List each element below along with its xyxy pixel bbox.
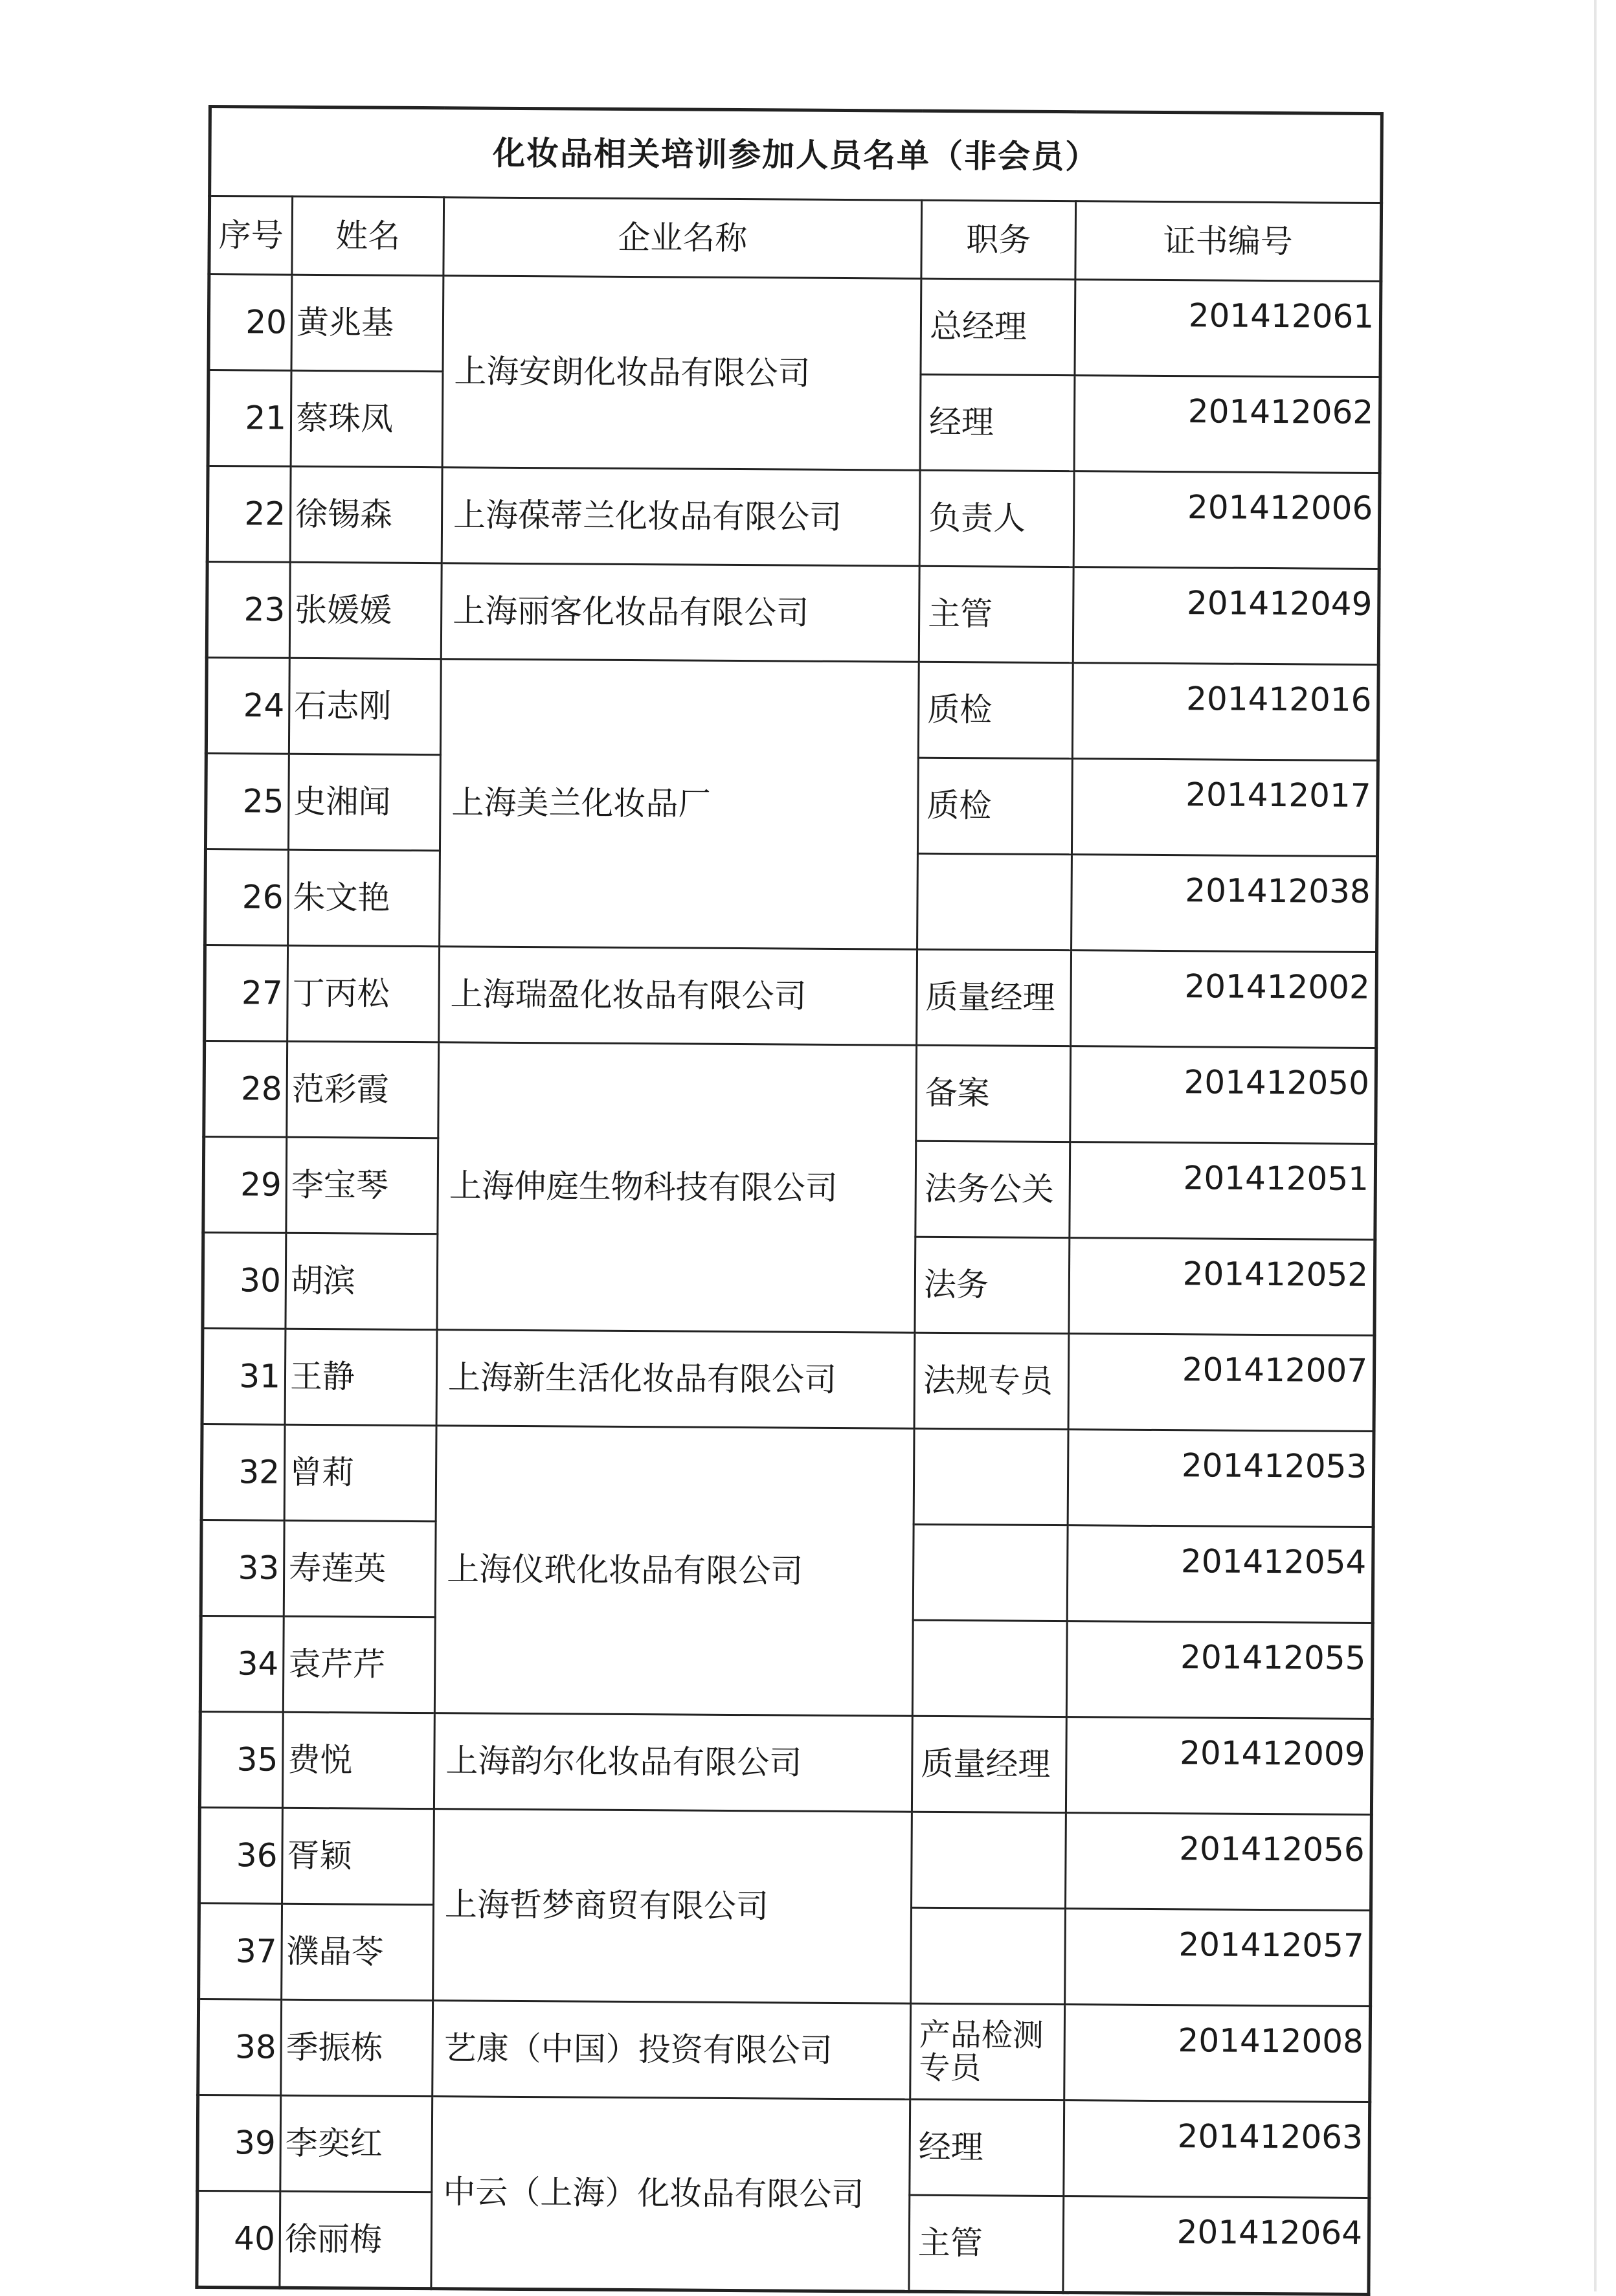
row-cert: 201412064 xyxy=(1063,2196,1369,2295)
table-row xyxy=(199,1711,1372,1814)
row-title: 质检 xyxy=(918,662,1073,758)
row-cert: 201412009 xyxy=(1066,1717,1372,1815)
row-cert: 201412057 xyxy=(1065,1909,1371,2007)
table-row xyxy=(207,562,1379,665)
table-row xyxy=(197,2095,1370,2198)
row-title: 主管 xyxy=(919,566,1073,662)
row-seq: 31 xyxy=(202,1328,286,1424)
table-row xyxy=(198,1999,1371,2102)
row-seq: 37 xyxy=(199,1903,282,1999)
row-seq: 38 xyxy=(198,1999,282,2095)
table-row xyxy=(199,1807,1372,1910)
row-title xyxy=(917,853,1072,950)
row-title: 质量经理 xyxy=(917,949,1072,1046)
row-seq: 25 xyxy=(205,753,289,850)
row-cert: 201412051 xyxy=(1070,1142,1376,1240)
row-company: 上海安朗化妆品有限公司 xyxy=(442,276,921,471)
row-title: 主管 xyxy=(909,2195,1064,2292)
row-seq: 24 xyxy=(206,657,289,754)
row-title: 总经理 xyxy=(921,278,1075,375)
row-cert: 201412006 xyxy=(1073,471,1380,569)
table-body xyxy=(197,275,1381,2295)
row-company: 上海韵尔化妆品有限公司 xyxy=(434,1713,912,1812)
row-name: 胡滨 xyxy=(286,1233,438,1329)
row-company: 艺康（中国）投资有限公司 xyxy=(432,2001,911,2100)
row-name: 张媛媛 xyxy=(289,562,442,658)
row-company: 上海丽客化妆品有限公司 xyxy=(441,563,919,662)
row-company: 上海新生活化妆品有限公司 xyxy=(436,1330,915,1429)
header-row xyxy=(209,196,1382,282)
row-seq: 22 xyxy=(207,466,291,563)
row-cert: 201412007 xyxy=(1068,1334,1375,1432)
row-cert: 201412063 xyxy=(1064,2100,1370,2198)
row-cert: 201412002 xyxy=(1071,951,1377,1048)
row-title: 法务 xyxy=(915,1237,1070,1333)
row-company: 上海瑞盈化妆品有限公司 xyxy=(439,947,917,1046)
row-company: 上海仪玳化妆品有限公司 xyxy=(434,1426,914,1716)
row-seq: 21 xyxy=(208,370,291,467)
row-seq: 35 xyxy=(199,1711,283,1808)
table-row xyxy=(208,275,1381,377)
row-name: 徐丽梅 xyxy=(280,2191,432,2288)
header-seq: 序号 xyxy=(209,196,293,275)
row-cert: 201412055 xyxy=(1066,1621,1373,1719)
row-title: 备案 xyxy=(916,1045,1071,1142)
table-row xyxy=(204,1041,1376,1143)
row-company: 上海美兰化妆品厂 xyxy=(440,659,919,949)
header-name: 姓名 xyxy=(292,196,444,275)
row-name: 黄兆基 xyxy=(291,275,443,371)
header-cert: 证书编号 xyxy=(1075,201,1382,282)
document-title: 化妆品相关培训参加人员名单（非会员） xyxy=(210,107,1382,203)
row-title: 产品检测专员 xyxy=(910,2003,1065,2100)
row-title: 经理 xyxy=(910,2099,1064,2196)
header-title: 职务 xyxy=(921,200,1076,279)
row-seq: 32 xyxy=(201,1424,285,1520)
row-title: 法规专员 xyxy=(914,1333,1069,1429)
row-seq: 28 xyxy=(204,1041,287,1137)
row-cert: 201412062 xyxy=(1074,376,1380,473)
row-cert: 201412054 xyxy=(1067,1525,1373,1623)
row-seq: 27 xyxy=(205,945,288,1041)
row-title: 负责人 xyxy=(919,470,1074,567)
row-cert: 201412008 xyxy=(1064,2005,1371,2102)
row-company: 中云（上海）化妆品有限公司 xyxy=(431,2097,910,2292)
table-row xyxy=(205,945,1377,1048)
row-name: 季振栋 xyxy=(281,1999,433,2096)
row-name: 袁芹芹 xyxy=(283,1616,435,1713)
table-row xyxy=(206,657,1378,760)
row-name: 史湘闻 xyxy=(288,754,440,850)
row-name: 李奕红 xyxy=(280,2095,432,2192)
row-company: 上海伸庭生物科技有限公司 xyxy=(437,1042,917,1333)
attendee-table xyxy=(195,105,1384,2296)
row-title: 质检 xyxy=(917,758,1072,854)
row-cert: 201412016 xyxy=(1072,663,1378,761)
row-name: 王静 xyxy=(285,1329,437,1425)
row-seq: 33 xyxy=(201,1520,284,1616)
row-cert: 201412052 xyxy=(1069,1238,1375,1336)
table-row xyxy=(201,1424,1374,1527)
row-seq: 36 xyxy=(199,1807,283,1904)
row-seq: 23 xyxy=(207,562,290,658)
row-name: 寿莲英 xyxy=(284,1520,436,1617)
row-seq: 40 xyxy=(197,2190,280,2288)
row-title: 法务公关 xyxy=(915,1141,1070,1237)
row-name: 胥颖 xyxy=(282,1808,434,1904)
row-company: 上海葆蒂兰化妆品有限公司 xyxy=(442,467,920,567)
row-name: 濮晶苓 xyxy=(282,1904,434,2000)
row-cert: 201412049 xyxy=(1073,567,1379,665)
table-row xyxy=(207,466,1380,569)
row-seq: 26 xyxy=(205,849,289,945)
row-title: 质量经理 xyxy=(912,1716,1066,1812)
row-cert: 201412056 xyxy=(1066,1813,1372,1911)
row-name: 费悦 xyxy=(282,1712,434,1808)
row-seq: 29 xyxy=(203,1136,287,1233)
row-name: 徐锡森 xyxy=(290,466,442,563)
row-cert: 201412053 xyxy=(1068,1430,1374,1527)
row-cert: 201412050 xyxy=(1070,1046,1376,1144)
row-title xyxy=(912,1620,1067,1716)
row-seq: 34 xyxy=(200,1615,284,1712)
row-name: 石志刚 xyxy=(289,658,441,754)
row-cert: 201412038 xyxy=(1072,855,1378,952)
row-seq: 39 xyxy=(197,2095,281,2191)
row-company: 上海哲梦商贸有限公司 xyxy=(433,1809,912,2004)
row-title xyxy=(911,1908,1066,2004)
table-row xyxy=(202,1328,1375,1431)
row-cert: 201412017 xyxy=(1072,759,1378,857)
header-company: 企业名称 xyxy=(443,197,922,279)
row-seq: 20 xyxy=(208,275,292,371)
page-edge xyxy=(1594,0,1597,2291)
row-cert: 201412061 xyxy=(1075,280,1381,377)
row-name: 丁丙松 xyxy=(287,945,440,1042)
row-title: 经理 xyxy=(920,374,1075,471)
row-name: 蔡珠凤 xyxy=(291,370,443,467)
row-name: 李宝琴 xyxy=(286,1137,438,1233)
row-name: 曾莉 xyxy=(284,1424,436,1521)
row-title xyxy=(913,1524,1068,1621)
row-name: 范彩霞 xyxy=(287,1041,439,1138)
row-title xyxy=(912,1812,1066,1908)
row-seq: 30 xyxy=(203,1232,286,1329)
row-name: 朱文艳 xyxy=(288,850,440,946)
row-title xyxy=(914,1428,1068,1525)
